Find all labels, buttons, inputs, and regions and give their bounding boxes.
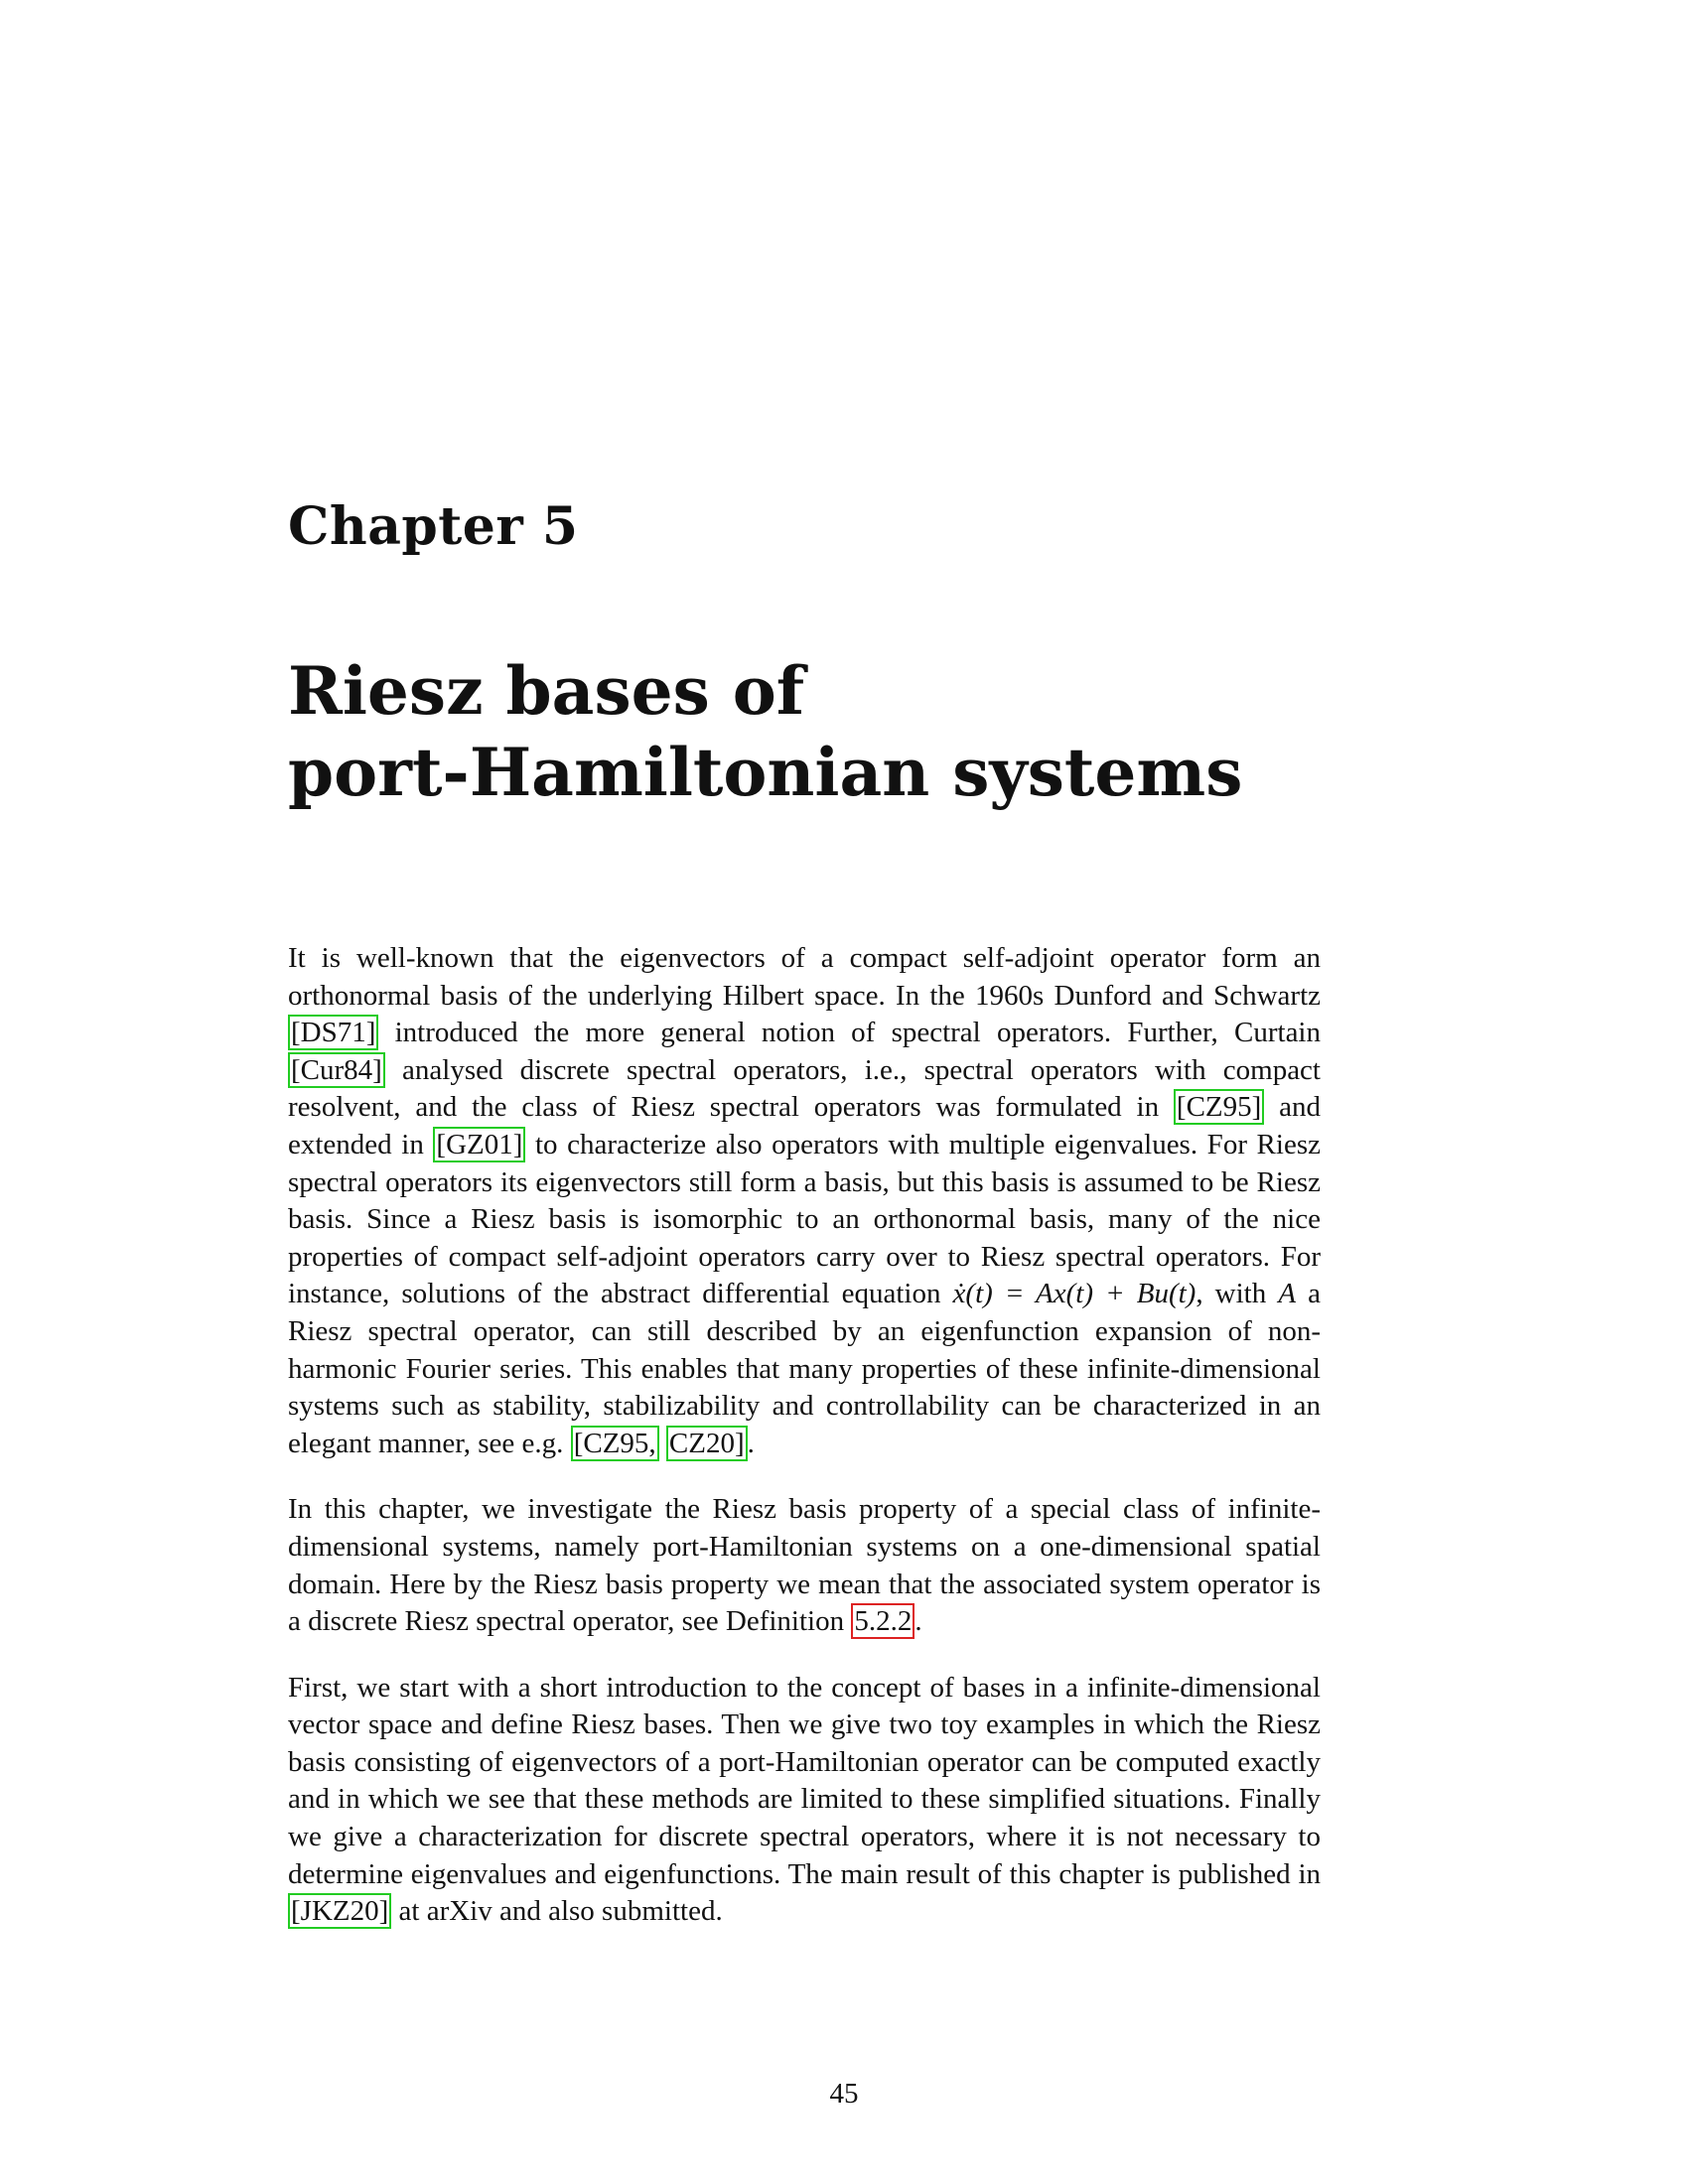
text-run: In this chapter, we investigate the Riesz basis property of a special class of infinite-dimensional systems, namely port-Hamiltonian systems on a one-dimensional spatial domain. Here by the Riesz basis property we mean that the associated system operator is a discrete Riesz spectral operator, see Definition	[288, 1493, 1321, 1638]
citation-link-jkz20[interactable]: [JKZ20]	[288, 1893, 391, 1929]
text-run: and extended in	[288, 1091, 1321, 1160]
definition-link-5-2-2[interactable]: 5.2.2	[851, 1603, 914, 1639]
citation-link-ds71[interactable]: [DS71]	[288, 1015, 378, 1050]
chapter-title	[288, 650, 1400, 813]
inline-math-symbol: A	[1278, 1278, 1297, 1310]
chapter-body	[288, 940, 1321, 1960]
citation-link-cz20[interactable]: CZ20]	[666, 1426, 748, 1461]
intro-paragraph-3	[288, 1670, 1321, 1931]
citation-link-cz95-second[interactable]: [CZ95,	[571, 1426, 659, 1461]
citation-link-cz95[interactable]: [CZ95]	[1174, 1089, 1264, 1125]
text-run: .	[747, 1427, 755, 1459]
text-run: analysed discrete spectral operators, i.e., spectral operators with compact resolvent, and the class of Riesz spectral operators was formulated in	[288, 1053, 1321, 1124]
intro-paragraph-1	[288, 940, 1321, 1462]
inline-equation: ẋ(t) = Ax(t) + Bu(t)	[952, 1278, 1196, 1310]
chapter-title-line-1: Riesz bases of	[288, 652, 805, 730]
text-run: .	[914, 1605, 922, 1638]
chapter-label: Chapter 5	[288, 496, 579, 557]
citation-link-gz01[interactable]: [GZ01]	[433, 1127, 525, 1162]
text-run: First, we start with a short introduction to the concept of bases in a infinite-dimensional vector space and define Riesz bases. Then we give two toy examples in which the Riesz basis consisting of eigenvectors of a port-Hamiltonian operator can be computed exactly and in which we see that these methods are limited to these simplified situations. Finally we give a characterization for discrete spectral operators, where it is not necessary to determine eigenvalues and eigenfunctions. The main result of this chapter is published in	[288, 1671, 1321, 1890]
text-run: , with	[1196, 1278, 1279, 1310]
chapter-title-line-2: port-Hamiltonian systems	[288, 734, 1243, 811]
text-run: to characterize also operators with multiple eigenvalues. For Riesz spectral operators its eigenvectors still form a basis, but this basis is assumed to be Riesz basis. Since a Riesz basis is isomorphic to an orthonormal basis, many of the nice properties of compact self-adjoint operators carry over to Riesz spectral operators. For instance, solutions of the abstract differential equation	[288, 1128, 1321, 1310]
text-run: It is well-known that the eigenvectors of a compact self-adjoint operator form an orthonormal basis of the underlying Hilbert space. In the 1960s Dunford and Schwartz	[288, 942, 1321, 1012]
intro-paragraph-2	[288, 1491, 1321, 1640]
text-run: a Riesz spectral operator, can still described by an eigenfunction expansion of non-harmonic Fourier series. This enables that many properties of these infinite-dimensional systems such as stability, stabilizability and controllability can be characterized in an elegant manner, see e.g.	[288, 1278, 1321, 1459]
text-run: at arXiv and also submitted.	[391, 1895, 723, 1928]
text-run: introduced the more general notion of spectral operators. Further, Curtain	[378, 1017, 1321, 1049]
page-number: 45	[829, 2078, 859, 2110]
citation-link-cur84[interactable]: [Cur84]	[288, 1052, 385, 1088]
